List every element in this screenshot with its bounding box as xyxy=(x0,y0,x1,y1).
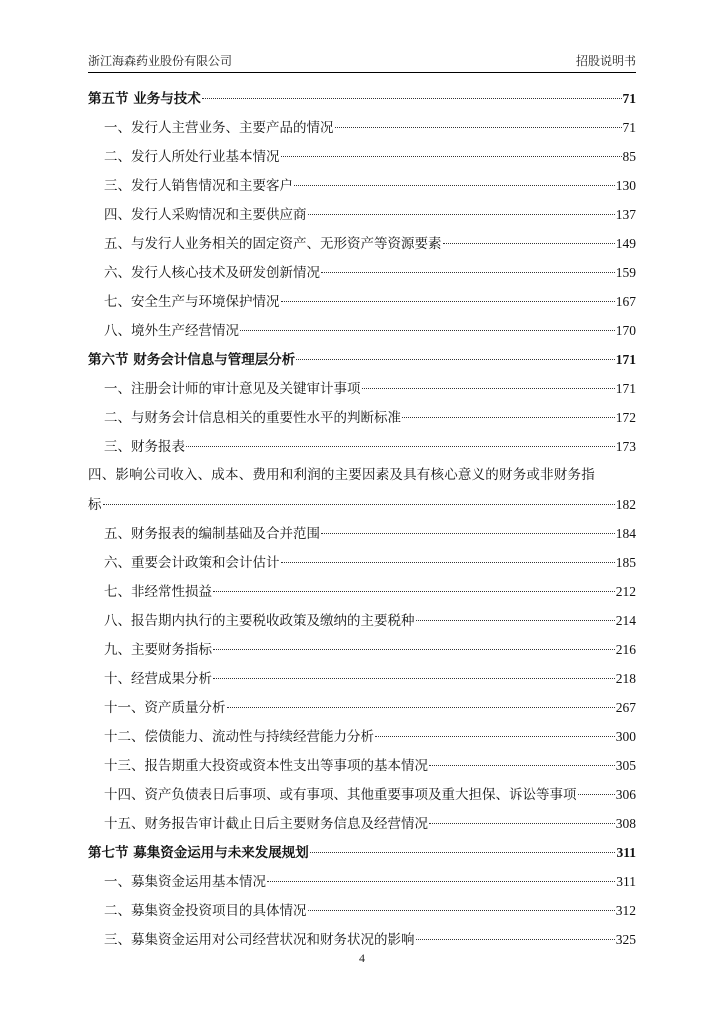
toc-entry-row[interactable] xyxy=(88,577,636,606)
toc-page-number: 306 xyxy=(615,787,636,802)
dot-leader xyxy=(213,591,615,592)
toc-page-number: 212 xyxy=(615,584,636,599)
toc-entry-row[interactable] xyxy=(88,461,636,490)
toc-entry-row[interactable] xyxy=(88,867,636,896)
toc-entry-label: 四、影响公司收入、成本、费用和利润的主要因素及具有核心意义的财务或非财务指 xyxy=(88,467,595,483)
toc-entry-label: 五、与发行人业务相关的固定资产、无形资产等资源要素 xyxy=(104,236,442,252)
toc-page-number: 184 xyxy=(615,526,636,541)
toc-page-number: 159 xyxy=(615,265,636,280)
toc-entry-label: 五、财务报表的编制基础及合并范围 xyxy=(104,526,320,542)
dot-leader xyxy=(240,330,615,331)
dot-leader xyxy=(103,504,615,505)
dot-leader xyxy=(321,272,615,273)
toc-entry-label: 六、发行人核心技术及研发创新情况 xyxy=(104,265,320,281)
toc-page-number: 170 xyxy=(615,323,636,338)
toc-page-number: 311 xyxy=(616,845,636,860)
dot-leader xyxy=(416,620,615,621)
page-header xyxy=(88,52,636,72)
toc-entry-label: 标 xyxy=(88,497,102,513)
toc-page-number: 171 xyxy=(615,352,636,367)
toc-entry-row[interactable] xyxy=(88,519,636,548)
toc-section-row[interactable] xyxy=(88,84,636,113)
dot-leader xyxy=(375,736,615,737)
toc-page-number: 171 xyxy=(615,381,636,396)
toc-entry-label: 十一、资产质量分析 xyxy=(104,700,226,716)
dot-leader xyxy=(335,127,622,128)
toc-entry-row[interactable] xyxy=(88,548,636,577)
header-divider xyxy=(88,72,636,73)
toc-entry-label: 三、发行人销售情况和主要客户 xyxy=(104,178,293,194)
toc-entry-label: 第六节 财务会计信息与管理层分析 xyxy=(88,352,296,368)
toc-entry-row[interactable] xyxy=(88,287,636,316)
dot-leader xyxy=(429,765,615,766)
toc-page-number: 185 xyxy=(615,555,636,570)
toc-page-number: 312 xyxy=(615,903,636,918)
toc-entry-label: 四、发行人采购情况和主要供应商 xyxy=(104,207,307,223)
toc-page-number: 308 xyxy=(615,816,636,831)
toc-entry-label: 十、经营成果分析 xyxy=(104,671,212,687)
dot-leader xyxy=(321,533,615,534)
toc-page-number: 216 xyxy=(615,642,636,657)
dot-leader xyxy=(308,910,615,911)
dot-leader xyxy=(308,214,615,215)
toc-entry-row[interactable] xyxy=(88,403,636,432)
toc-entry-row[interactable] xyxy=(88,751,636,780)
toc-entry-label: 第七节 募集资金运用与未来发展规划 xyxy=(88,845,309,861)
toc-entry-row[interactable] xyxy=(88,635,636,664)
document-type: 招股说明书 xyxy=(575,54,636,68)
toc-entry-row[interactable] xyxy=(88,606,636,635)
toc-entry-label: 七、安全生产与环境保护情况 xyxy=(104,294,280,310)
dot-leader xyxy=(213,678,615,679)
toc-entry-label: 第五节 业务与技术 xyxy=(88,91,201,107)
toc-page-number: 300 xyxy=(615,729,636,744)
toc-entry-row[interactable] xyxy=(88,722,636,751)
toc-page-number: 85 xyxy=(622,149,636,164)
toc-page-number: 267 xyxy=(615,700,636,715)
toc-entry-label: 九、主要财务指标 xyxy=(104,642,212,658)
toc-page-number: 137 xyxy=(615,207,636,222)
toc-entry-label: 三、财务报表 xyxy=(104,439,185,455)
toc-page-number: 182 xyxy=(615,497,636,512)
toc-entry-row[interactable] xyxy=(88,896,636,925)
toc-entry-label: 二、与财务会计信息相关的重要性水平的判断标准 xyxy=(104,410,401,426)
toc-entry-label: 十四、资产负债表日后事项、或有事项、其他重要事项及重大担保、诉讼等事项 xyxy=(104,787,577,803)
dot-leader xyxy=(267,881,615,882)
toc-entry-label: 十五、财务报告审计截止日后主要财务信息及经营情况 xyxy=(104,816,428,832)
toc-page-number: 172 xyxy=(615,410,636,425)
toc-page-number: 173 xyxy=(615,439,636,454)
toc-entry-label: 三、募集资金运用对公司经营状况和财务状况的影响 xyxy=(104,932,415,948)
dot-leader xyxy=(416,939,615,940)
toc-page-number: 214 xyxy=(615,613,636,628)
toc-entry-label: 八、报告期内执行的主要税收政策及缴纳的主要税种 xyxy=(104,613,415,629)
toc-entry-label: 八、境外生产经营情况 xyxy=(104,323,239,339)
toc-entry-row[interactable] xyxy=(88,780,636,809)
toc-entry-label: 二、募集资金投资项目的具体情况 xyxy=(104,903,307,919)
toc-page-number: 311 xyxy=(616,874,636,889)
toc-page-number: 71 xyxy=(622,91,636,106)
toc-entry-row[interactable] xyxy=(88,258,636,287)
dot-leader xyxy=(202,98,622,99)
toc-section-row[interactable] xyxy=(88,345,636,374)
toc-entry-row[interactable] xyxy=(88,809,636,838)
toc-page-number: 305 xyxy=(615,758,636,773)
toc-entry-row[interactable] xyxy=(88,693,636,722)
toc-page-number: 130 xyxy=(615,178,636,193)
table-of-contents xyxy=(88,84,636,954)
toc-entry-row[interactable] xyxy=(88,229,636,258)
toc-page-number: 325 xyxy=(615,932,636,947)
toc-page-number: 167 xyxy=(615,294,636,309)
dot-leader xyxy=(281,562,615,563)
page-number: 4 xyxy=(359,951,365,965)
toc-entry-row[interactable] xyxy=(88,113,636,142)
toc-entry-row[interactable] xyxy=(88,316,636,345)
toc-page-number: 149 xyxy=(615,236,636,251)
company-name: 浙江海森药业股份有限公司 xyxy=(88,54,233,68)
toc-entry-label: 一、募集资金运用基本情况 xyxy=(104,874,266,890)
toc-entry-label: 二、发行人所处行业基本情况 xyxy=(104,149,280,165)
dot-leader xyxy=(213,649,615,650)
toc-entry-label: 七、非经常性损益 xyxy=(104,584,212,600)
toc-entry-row[interactable] xyxy=(88,200,636,229)
dot-leader xyxy=(227,707,615,708)
toc-entry-label: 一、发行人主营业务、主要产品的情况 xyxy=(104,120,334,136)
toc-entry-row[interactable] xyxy=(88,432,636,461)
toc-entry-row[interactable] xyxy=(88,374,636,403)
dot-leader xyxy=(281,156,622,157)
dot-leader xyxy=(294,185,615,186)
toc-page-number: 71 xyxy=(622,120,636,135)
dot-leader xyxy=(578,794,615,795)
toc-entry-label: 十二、偿债能力、流动性与持续经营能力分析 xyxy=(104,729,374,745)
toc-page-number: 218 xyxy=(615,671,636,686)
dot-leader xyxy=(402,417,615,418)
toc-entry-label: 十三、报告期重大投资或资本性支出等事项的基本情况 xyxy=(104,758,428,774)
dot-leader xyxy=(429,823,615,824)
toc-entry-label: 六、重要会计政策和会计估计 xyxy=(104,555,280,571)
toc-entry-row[interactable] xyxy=(88,171,636,200)
dot-leader xyxy=(310,852,616,853)
dot-leader xyxy=(281,301,615,302)
dot-leader xyxy=(362,388,615,389)
dot-leader xyxy=(296,359,615,360)
toc-entry-row[interactable] xyxy=(88,664,636,693)
dot-leader xyxy=(186,446,615,447)
dot-leader xyxy=(443,243,615,244)
toc-entry-row[interactable] xyxy=(88,490,636,519)
toc-entry-row[interactable] xyxy=(88,142,636,171)
toc-section-row[interactable] xyxy=(88,838,636,867)
toc-entry-label: 一、注册会计师的审计意见及关键审计事项 xyxy=(104,381,361,397)
toc-entry-row[interactable] xyxy=(88,925,636,954)
